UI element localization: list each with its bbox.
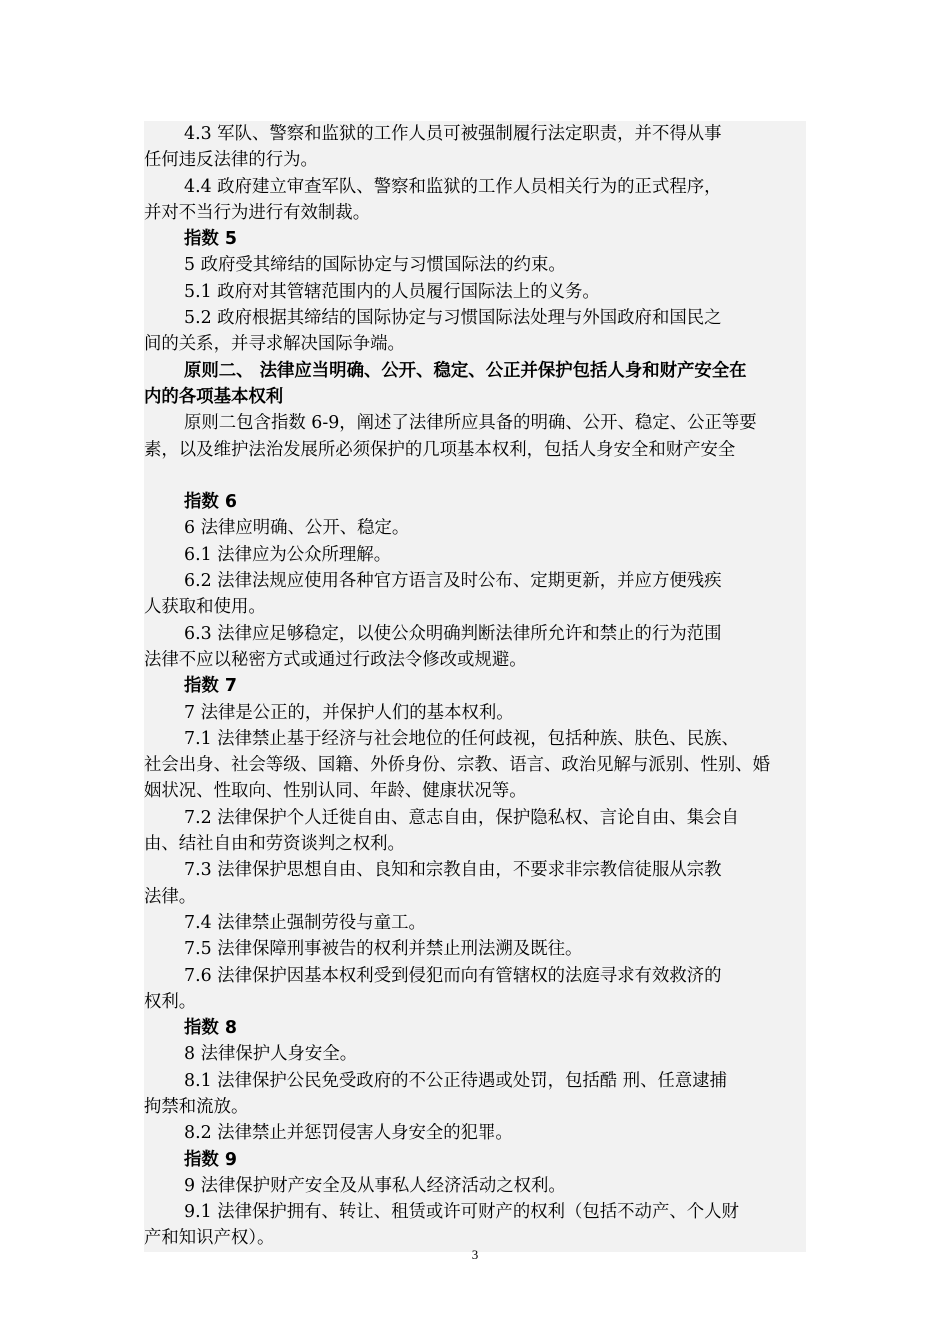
text-line: 拘禁和流放。 (144, 1096, 249, 1117)
text-line: 7.5 法律保障刑事被告的权利并禁止刑法溯及既往。 (184, 939, 583, 960)
text-line: 法律。 (144, 886, 197, 907)
text-line: 由、结社自由和劳资谈判之权利。 (144, 834, 405, 855)
heading-line: 指数 8 (184, 1018, 237, 1039)
text-line: 8.1 法律保护公民免受政府的不公正待遇或处罚，包括酷 刑、任意逮捕 (184, 1070, 728, 1091)
text-line: 7.3 法律保护思想自由、良知和宗教自由，不要求非宗教信徒服从宗教 (184, 860, 722, 881)
text-line: 7.2 法律保护个人迁徙自由、意志自由，保护隐私权、言论自由、集会自 (184, 807, 739, 828)
heading-line: 指数 9 (184, 1149, 237, 1170)
text-line: 法律不应以秘密方式或通过行政法令修改或规避。 (144, 649, 527, 670)
text-line: 原则二包含指数 6-9，阐述了法律所应具备的明确、公开、稳定、公正等要 (184, 413, 757, 434)
text-line: 6 法律应明确、公开、稳定。 (184, 518, 410, 539)
document-body (144, 121, 806, 1252)
heading-line: 指数 5 (184, 229, 237, 250)
text-line: 7 法律是公正的，并保护人们的基本权利。 (184, 702, 514, 723)
text-line: 社会出身、社会等级、国籍、外侨身份、宗教、语言、政治见解与派别、性别、婚 (144, 755, 771, 776)
text-line: 5.1 政府对其管辖范围内的人员履行国际法上的义务。 (184, 281, 600, 302)
text-line: 产和知识产权）。 (144, 1228, 275, 1249)
text-line: 7.4 法律禁止强制劳役与童工。 (184, 912, 426, 933)
text-line: 6.3 法律应足够稳定，以使公众明确判断法律所允许和禁止的行为范围 (184, 623, 722, 644)
heading-line: 指数 6 (184, 492, 237, 513)
text-line: 5 政府受其缔结的国际协定与习惯国际法的约束。 (184, 255, 566, 276)
text-line: 任何违反法律的行为。 (144, 150, 318, 171)
text-line: 素，以及维护法治发展所必须保护的几项基本权利，包括人身安全和财产安全 (144, 439, 736, 460)
text-line: 并对不当行为进行有效制裁。 (144, 202, 371, 223)
text-line: 7.6 法律保护因基本权利受到侵犯而向有管辖权的法庭寻求有效救济的 (184, 965, 722, 986)
text-line: 6.2 法律法规应使用各种官方语言及时公布、定期更新，并应方便残疾 (184, 571, 722, 592)
text-line: 间的关系，并寻求解决国际争端。 (144, 334, 405, 355)
text-line: 6.1 法律应为公众所理解。 (184, 544, 392, 565)
page-number: 3 (471, 1247, 479, 1262)
heading-line: 指数 7 (184, 676, 237, 697)
text-line: 4.3 军队、警察和监狱的工作人员可被强制履行法定职责，并不得从事 (184, 124, 722, 144)
text-line: 5.2 政府根据其缔结的国际协定与习惯国际法处理与外国政府和国民之 (184, 308, 722, 329)
text-line: 权利。 (144, 991, 197, 1012)
heading-line: 内的各项基本权利 (144, 386, 284, 407)
text-line: 8 法律保护人身安全。 (184, 1044, 358, 1065)
text-line: 9.1 法律保护拥有、转让、租赁或许可财产的权利（包括不动产、个人财 (184, 1202, 739, 1223)
text-line: 人获取和使用。 (144, 597, 266, 618)
text-line: 姻状况、性取向、性别认同、年龄、健康状况等。 (144, 781, 527, 802)
text-line: 8.2 法律禁止并惩罚侵害人身安全的犯罪。 (184, 1123, 513, 1144)
text-line: 7.1 法律禁止基于经济与社会地位的任何歧视，包括种族、肤色、民族、 (184, 728, 739, 749)
text-line: 9 法律保护财产安全及从事私人经济活动之权利。 (184, 1175, 566, 1196)
text-line: 4.4 政府建立审查军队、警察和监狱的工作人员相关行为的正式程序， (184, 176, 722, 197)
heading-line: 原则二、 法律应当明确、公开、稳定、公正并保护包括人身和财产安全在 (184, 360, 747, 381)
text-line (144, 463, 806, 489)
